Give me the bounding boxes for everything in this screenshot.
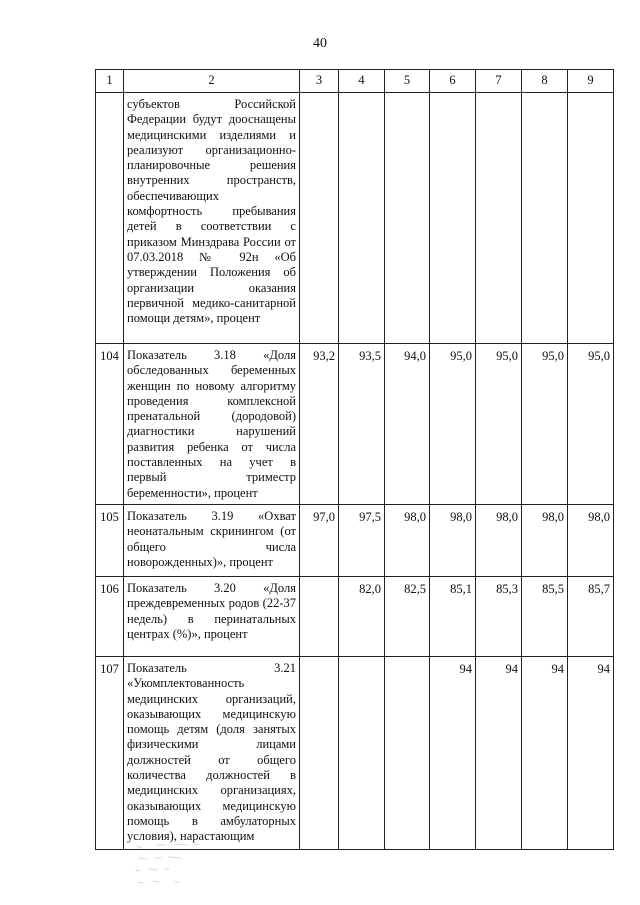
indicator-description: Показатель 3.19 «Охват неонатальным скринингом (от общего числа новорожденных)», процент xyxy=(124,505,300,577)
row-number: 105 xyxy=(96,505,124,577)
indicator-description: субъектов Российской Федерации будут дооснащены медицинскими изделиями и реализуют организационно-планировочные решения внутренних пространств, обеспечивающих комфортность пребывания детей в соответствии с приказом Минздрава России от 07.03.2018 № 92н «Об утверждении Положения об организации оказания первичной медико-санитарной помощи детям», процент xyxy=(124,93,300,344)
value-col-7 xyxy=(476,93,522,344)
header-cell-2: 2 xyxy=(124,70,300,93)
row-number: 107 xyxy=(96,657,124,850)
value-col-3: 97,0 xyxy=(300,505,339,577)
value-col-6 xyxy=(430,93,476,344)
table-row xyxy=(96,93,614,344)
value-col-9: 95,0 xyxy=(568,344,614,505)
value-col-7: 94 xyxy=(476,657,522,850)
value-col-7: 98,0 xyxy=(476,505,522,577)
header-cell-6: 6 xyxy=(430,70,476,93)
value-col-8: 85,5 xyxy=(522,577,568,657)
faint-scan-marks xyxy=(135,842,275,892)
value-col-6: 94 xyxy=(430,657,476,850)
value-col-8 xyxy=(522,93,568,344)
value-col-3 xyxy=(300,657,339,850)
table-row xyxy=(96,344,614,505)
value-col-8: 94 xyxy=(522,657,568,850)
table-header-row xyxy=(96,70,614,93)
value-col-5: 82,5 xyxy=(385,577,430,657)
header-cell-1: 1 xyxy=(96,70,124,93)
indicator-description: Показатель 3.18 «Доля обследованных беременных женщин по новому алгоритму проведения комплексной пренатальной (дородовой) диагностики нарушений развития ребенка от числа поставленных на учет в первый триместр беременности», процент xyxy=(124,344,300,505)
value-col-3 xyxy=(300,93,339,344)
header-cell-4: 4 xyxy=(339,70,385,93)
value-col-8: 95,0 xyxy=(522,344,568,505)
value-col-5: 98,0 xyxy=(385,505,430,577)
row-number: 104 xyxy=(96,344,124,505)
value-col-6: 98,0 xyxy=(430,505,476,577)
value-col-4 xyxy=(339,657,385,850)
value-col-7: 85,3 xyxy=(476,577,522,657)
header-cell-8: 8 xyxy=(522,70,568,93)
indicator-description: Показатель 3.20 «Доля преждевременных родов (22-37 недель) в перинатальных центрах (%)», процент xyxy=(124,577,300,657)
value-col-7: 95,0 xyxy=(476,344,522,505)
value-col-8: 98,0 xyxy=(522,505,568,577)
value-col-5: 94,0 xyxy=(385,344,430,505)
value-col-3: 93,2 xyxy=(300,344,339,505)
row-number: 106 xyxy=(96,577,124,657)
value-col-3 xyxy=(300,577,339,657)
value-col-4 xyxy=(339,93,385,344)
table-row xyxy=(96,577,614,657)
value-col-9: 98,0 xyxy=(568,505,614,577)
value-col-4: 97,5 xyxy=(339,505,385,577)
row-number xyxy=(96,93,124,344)
value-col-9 xyxy=(568,93,614,344)
indicator-description: Показатель 3.21 «Укомплектованность медицинских организаций, оказывающих медицинскую помощь детям (доля занятых физическими лицами должностей от общего количества должностей в медицинских организациях, оказывающих медицинскую помощь в амбулаторных условия), нарастающим xyxy=(124,657,300,850)
value-col-6: 95,0 xyxy=(430,344,476,505)
value-col-5 xyxy=(385,93,430,344)
header-cell-5: 5 xyxy=(385,70,430,93)
value-col-5 xyxy=(385,657,430,850)
table-row xyxy=(96,657,614,850)
value-col-4: 93,5 xyxy=(339,344,385,505)
value-col-9: 94 xyxy=(568,657,614,850)
indicators-table xyxy=(95,69,614,850)
value-col-6: 85,1 xyxy=(430,577,476,657)
header-cell-3: 3 xyxy=(300,70,339,93)
table-row xyxy=(96,505,614,577)
page-number: 40 xyxy=(313,36,327,51)
header-cell-7: 7 xyxy=(476,70,522,93)
header-cell-9: 9 xyxy=(568,70,614,93)
value-col-4: 82,0 xyxy=(339,577,385,657)
value-col-9: 85,7 xyxy=(568,577,614,657)
